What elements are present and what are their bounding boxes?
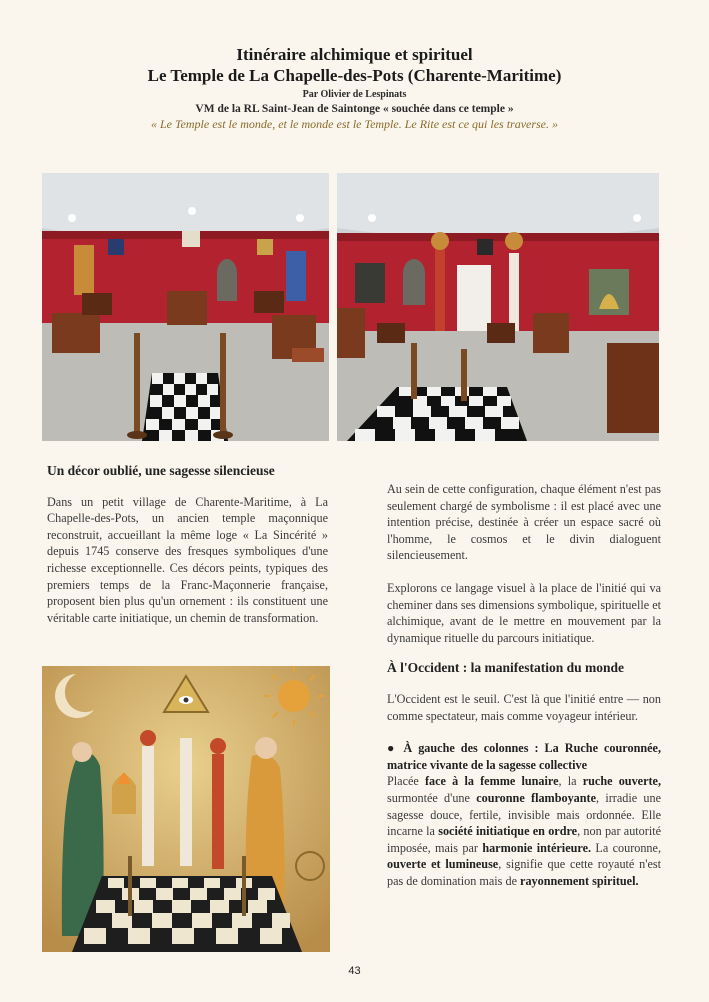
ruche-paragraph: Placée face à la femme lunaire, la ruche ouverte, surmontée d'une couronne flamboyante, irradie une sagesse douce, fertile, invisible mais ordonnée. Elle incarne la société initiatique en ordre, non par autorité imposée, mais par harmonie intérieure. La couronne, ouverte et lumineuse, signifie que cette royauté n'est pas de domination mais de rayonnement spirituel.	[387, 774, 662, 888]
section-heading-occident: À l'Occident : la manifestation du monde	[387, 660, 625, 676]
page-number: 43	[348, 965, 361, 977]
author-byline: Par Olivier de Lespinats	[302, 89, 407, 100]
title-line-1: Itinéraire alchimique et spirituel	[236, 45, 473, 64]
section-heading-decor: Un décor oublié, une sagesse silencieuse	[47, 463, 275, 478]
intro-paragraph: Dans un petit village de Charente-Maritime, à La Chapelle-des-Pots, un ancien temple maçonnique reconstruit, accueillant la même loge « La Sincérité » depuis 1745 conserve des fresques symboliques d'une richesse exceptionnelle. Ces décors peints, typiques des premiers temps de la Franc-Maçonnerie française, proposent bien plus qu'un ornement : ils constituent une véritable carte initiatique, un chemin de transformation.	[47, 494, 328, 625]
epigraph-quote: « Le Temple est le monde, et le monde est le Temple. Le Rite est ce qui les traverse. »	[150, 117, 559, 131]
title-line-2: Le Temple de La Chapelle-des-Pots (Charente-Maritime)	[147, 66, 562, 85]
article-header	[0, 44, 709, 132]
temple-photo-west	[42, 173, 329, 441]
left-column	[47, 463, 328, 626]
explore-paragraph: Explorons ce langage visuel à la place de l'initié qui va cheminer dans ses dimensions symbolique, spirituelle et alchimique, avant de le mettre en mouvement par la dynamique rituelle du parcours initiatique.	[387, 580, 661, 645]
right-column	[387, 481, 661, 889]
bullet-title	[387, 740, 661, 773]
bullet-title-text: ● À gauche des colonnes : La Ruche couronnée, matrice vivante de la sagesse collective	[387, 741, 661, 772]
temple-photo-east	[337, 173, 659, 441]
configuration-paragraph: Au sein de cette configuration, chaque élément n'est pas seulement chargé de symbolisme : il est placé avec une intention précise, destinée à créer un espace sacré où l'homme, le cosmos et le divin dialoguent silencieusement.	[387, 482, 661, 563]
temple-painting	[42, 666, 330, 952]
lodge-line: VM de la RL Saint-Jean de Saintonge « souchée dans ce temple »	[195, 103, 514, 115]
occident-paragraph: L'Occident est le seuil. C'est là que l'initié entre — non comme spectateur, mais comme voyageur intérieur.	[387, 691, 661, 723]
